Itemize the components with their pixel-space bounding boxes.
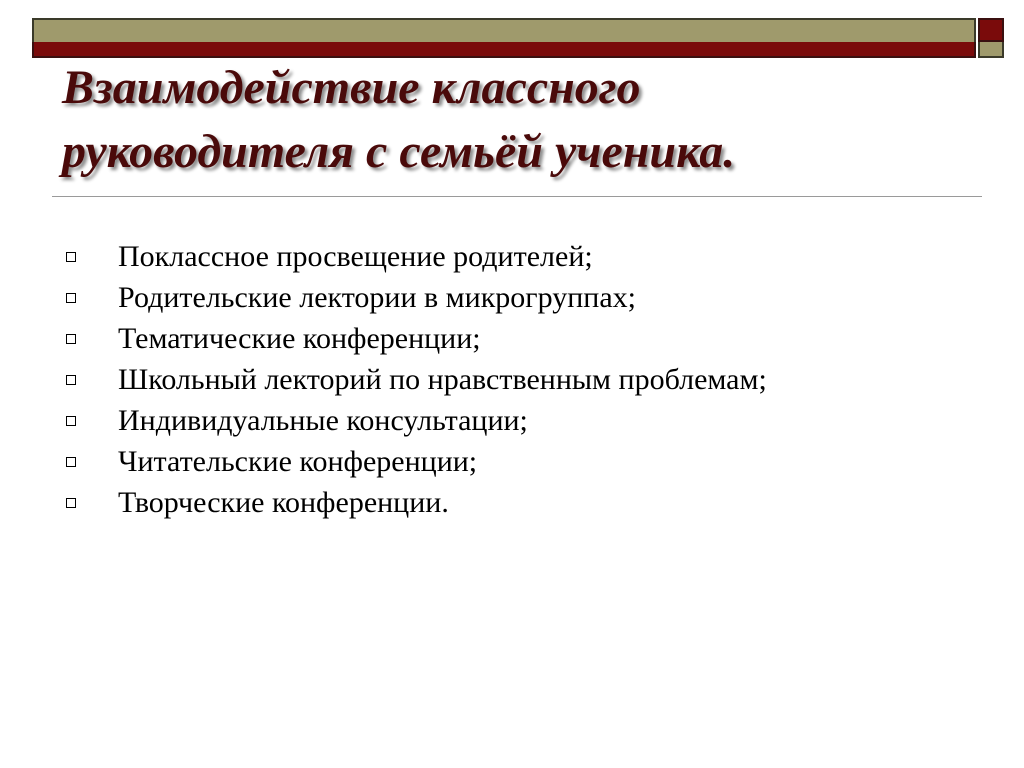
hollow-square-bullet-icon [66, 293, 76, 303]
list-item [62, 359, 767, 400]
hollow-square-bullet-icon [66, 334, 76, 344]
corner-square-olive [978, 42, 1004, 58]
hollow-square-bullet-icon [66, 498, 76, 508]
list-item-text: Творческие конференции. [118, 485, 449, 519]
list-item [62, 318, 767, 359]
list-item [62, 482, 767, 523]
list-item-text: Родительские лектории в микрогруппах; [118, 280, 636, 314]
list-item [62, 441, 767, 482]
list-item-text: Читательские конференции; [118, 444, 478, 478]
list-item-text: Школьный лекторий по нравственным проблемам; [118, 362, 767, 396]
corner-square-maroon [978, 18, 1004, 42]
header-bar-olive [32, 18, 976, 42]
bullet-list [62, 236, 767, 523]
list-item [62, 400, 767, 441]
title-divider [52, 196, 982, 197]
list-item-text: Тематические конференции; [118, 321, 481, 355]
slide-title-line-1: Взаимодействие классного [62, 61, 641, 114]
list-item-text: Поклассное просвещение родителей; [118, 239, 593, 273]
list-item [62, 236, 767, 277]
hollow-square-bullet-icon [66, 252, 76, 262]
list-item-text: Индивидуальные консультации; [118, 403, 528, 437]
hollow-square-bullet-icon [66, 416, 76, 426]
slide-title [62, 56, 962, 184]
slide-title-line-2: руководителя с семьёй ученика. [62, 125, 736, 178]
hollow-square-bullet-icon [66, 457, 76, 467]
hollow-square-bullet-icon [66, 375, 76, 385]
list-item [62, 277, 767, 318]
